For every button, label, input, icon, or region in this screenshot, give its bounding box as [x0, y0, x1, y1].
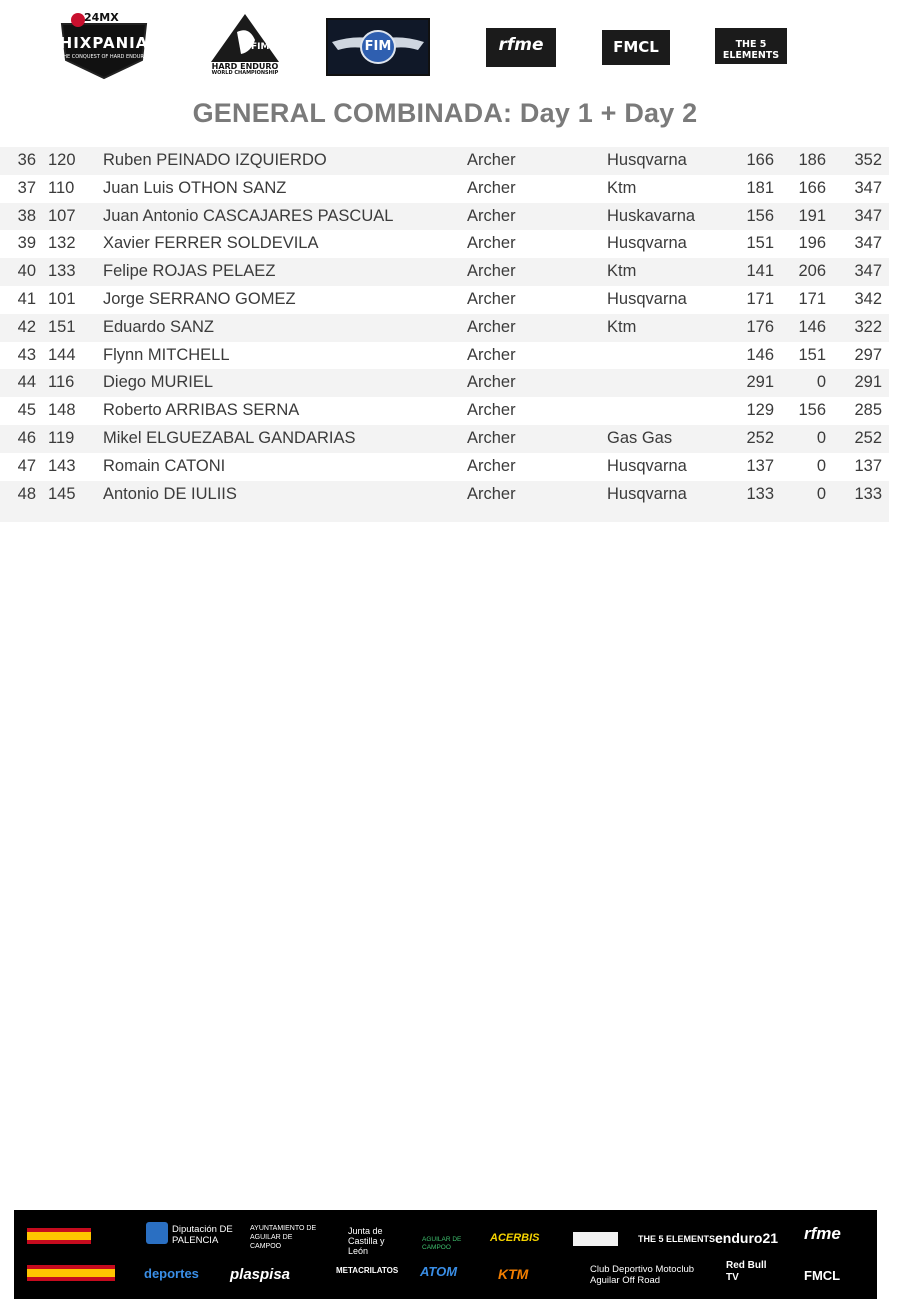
result-position: 47 [17, 456, 36, 475]
fim-logo: FIM [326, 18, 430, 76]
result-bib-number: 133 [48, 262, 76, 281]
result-day1-points: 176 [746, 317, 774, 336]
table-row [0, 397, 889, 425]
result-day2-points: 0 [816, 484, 826, 503]
atom-logo: ATOM [420, 1264, 458, 1279]
result-total-points: 342 [854, 289, 882, 308]
rfme-logo: rfme [486, 28, 556, 67]
result-day1-points: 129 [746, 401, 774, 420]
result-bib-number: 119 [48, 428, 75, 447]
24mx-hixpania-logo: 24MX HIXPANIA THE CONQUEST OF HARD ENDURO [56, 10, 152, 80]
result-rider-name: Mikel ELGUEZABAL GANDARIAS [103, 428, 356, 447]
five-elements-sponsor-logo: THE 5 ELEMENTS [638, 1234, 716, 1244]
result-day2-points: 0 [816, 456, 826, 475]
result-day2-points: 151 [798, 345, 826, 364]
result-day2-points: 191 [798, 206, 826, 225]
result-day2-points: 0 [816, 428, 826, 447]
result-bib-number: 110 [48, 178, 75, 197]
fim-hard-enduro-logo: FIM HARD ENDURO WORLD CHAMPIONSHIP [205, 12, 285, 78]
result-day1-points: 156 [746, 206, 774, 225]
result-day2-points: 156 [798, 401, 826, 420]
result-rider-name: Juan Antonio CASCAJARES PASCUAL [103, 206, 394, 225]
result-day2-points: 146 [798, 317, 826, 336]
result-day1-points: 181 [746, 178, 774, 197]
spain-ministry-flag-logo [27, 1265, 115, 1281]
result-rider-name: Eduardo SANZ [103, 317, 214, 336]
result-day1-points: 137 [746, 456, 774, 475]
result-day2-points: 206 [798, 262, 826, 281]
sponsor-footer [14, 1210, 877, 1299]
table-row [0, 258, 889, 286]
result-position: 44 [17, 373, 36, 392]
result-brand: Husqvarna [607, 456, 687, 475]
result-bib-number: 120 [48, 151, 76, 169]
result-brand: Ktm [607, 317, 637, 336]
result-total-points: 297 [854, 345, 882, 364]
result-position: 48 [17, 484, 36, 503]
result-category: Archer [467, 428, 516, 447]
result-day2-points: 166 [798, 178, 826, 197]
result-bib-number: 145 [48, 484, 76, 503]
result-position: 37 [17, 178, 36, 197]
result-bib-number: 148 [48, 401, 76, 420]
table-row [0, 203, 889, 231]
result-brand: Husqvarna [607, 151, 687, 169]
diputacion-icon [146, 1222, 168, 1244]
result-position: 36 [17, 151, 36, 169]
result-bib-number: 101 [48, 289, 76, 308]
result-rider-name: Diego MURIEL [103, 373, 214, 392]
rfme-sponsor-logo: rfme [804, 1224, 841, 1243]
result-rider-name: Antonio DE IULIIS [103, 484, 237, 503]
result-rider-name: Felipe ROJAS PELAEZ [103, 262, 276, 281]
result-day1-points: 171 [746, 289, 774, 308]
table-row [0, 369, 889, 397]
table-row [0, 314, 889, 342]
club-line-2: Aguilar Off Road [590, 1275, 661, 1286]
result-category: Archer [467, 206, 516, 225]
result-day1-points: 252 [746, 428, 774, 447]
table-row [0, 342, 889, 370]
result-position: 45 [17, 401, 36, 420]
fmcl-logo: FMCL [602, 30, 670, 65]
result-total-points: 285 [854, 401, 882, 420]
result-bib-number: 151 [48, 317, 76, 336]
result-category: Archer [467, 317, 516, 336]
result-day2-points: 186 [798, 151, 826, 169]
diputacion-logo: Diputación DE PALENCIA [172, 1224, 233, 1246]
redbull-tv-logo: Red Bull TV [726, 1260, 767, 1283]
result-total-points: 352 [854, 151, 882, 169]
table-row [0, 147, 889, 175]
result-bib-number: 107 [48, 206, 76, 225]
result-bib-number: 143 [48, 456, 76, 475]
table-row [0, 453, 889, 481]
result-category: Archer [467, 401, 516, 420]
table-row [0, 286, 889, 314]
table-row [0, 230, 889, 258]
club-line-1: Club Deportivo Motoclub [590, 1264, 695, 1275]
result-category: Archer [467, 178, 516, 197]
table-row [0, 425, 889, 453]
fmcl-sponsor-logo: FMCL [804, 1268, 841, 1283]
ayuntamiento-logo: AYUNTAMIENTO DE AGUILAR DE CAMPOO [250, 1225, 317, 1250]
result-position: 42 [17, 317, 36, 336]
result-brand: Husqvarna [607, 289, 687, 308]
junta-logo: Junta de Castilla y León [348, 1226, 385, 1256]
group-sponsor-logo [573, 1232, 618, 1246]
result-total-points: 133 [854, 484, 882, 503]
result-bib-number: 144 [48, 345, 76, 364]
result-category: Archer [467, 262, 516, 281]
result-category: Archer [467, 151, 516, 169]
result-total-points: 347 [854, 234, 882, 253]
result-category: Archer [467, 234, 516, 253]
result-position: 39 [17, 234, 36, 253]
result-day2-points: 171 [798, 289, 826, 308]
deportes-logo: deportes [144, 1266, 199, 1281]
result-rider-name: Romain CATONI [103, 456, 226, 475]
result-category: Archer [467, 484, 516, 503]
result-brand: Huskavarna [607, 206, 696, 225]
result-day1-points: 151 [746, 234, 774, 253]
result-day1-points: 291 [746, 373, 774, 392]
result-total-points: 322 [854, 317, 882, 336]
result-total-points: 137 [854, 456, 882, 475]
acerbis-logo: ACERBIS [490, 1232, 540, 1244]
result-brand: Husqvarna [607, 234, 687, 253]
result-position: 41 [17, 289, 36, 308]
table-row [0, 481, 889, 509]
table-footer-band [0, 508, 889, 522]
aguilar-logo: AGUILAR DE CAMPOO [422, 1236, 462, 1251]
result-brand: Ktm [607, 262, 637, 281]
spain-gov-flag-logo [27, 1228, 91, 1244]
result-position: 43 [17, 345, 36, 364]
result-category: Archer [467, 373, 516, 392]
result-brand: Gas Gas [607, 428, 673, 447]
result-day1-points: 141 [746, 262, 774, 281]
table-row [0, 175, 889, 203]
result-position: 40 [17, 262, 36, 281]
result-day1-points: 166 [746, 151, 774, 169]
result-category: Archer [467, 345, 516, 364]
result-category: Archer [467, 456, 516, 475]
result-total-points: 291 [854, 373, 882, 392]
result-total-points: 252 [854, 428, 882, 447]
result-category: Archer [467, 289, 516, 308]
result-brand: Ktm [607, 178, 637, 197]
result-position: 38 [17, 206, 36, 225]
ktm-logo: KTM [498, 1266, 529, 1282]
results-table [0, 147, 889, 522]
result-rider-name: Ruben PEINADO IZQUIERDO [103, 151, 327, 169]
result-day2-points: 0 [816, 373, 826, 392]
result-rider-name: Jorge SERRANO GOMEZ [103, 289, 296, 308]
result-total-points: 347 [854, 178, 882, 197]
enduro21-logo: enduro21 [715, 1230, 779, 1246]
metacrilatos-logo: METACRILATOS [336, 1266, 399, 1275]
result-day1-points: 146 [746, 345, 774, 364]
result-brand: Husqvarna [607, 484, 687, 503]
result-rider-name: Juan Luis OTHON SANZ [103, 178, 287, 197]
result-bib-number: 132 [48, 234, 76, 253]
plaspisa-logo: plaspisa [230, 1266, 291, 1283]
result-total-points: 347 [854, 206, 882, 225]
result-bib-number: 116 [48, 373, 75, 392]
result-rider-name: Xavier FERRER SOLDEVILA [103, 234, 319, 253]
result-position: 46 [17, 428, 36, 447]
page-title: GENERAL COMBINADA: Day 1 + Day 2 [192, 98, 698, 128]
result-rider-name: Flynn MITCHELL [103, 345, 230, 364]
result-rider-name: Roberto ARRIBAS SERNA [103, 401, 300, 420]
result-day1-points: 133 [746, 484, 774, 503]
result-day2-points: 196 [798, 234, 826, 253]
five-elements-logo: THE 5 ELEMENTS [715, 28, 787, 64]
result-total-points: 347 [854, 262, 882, 281]
